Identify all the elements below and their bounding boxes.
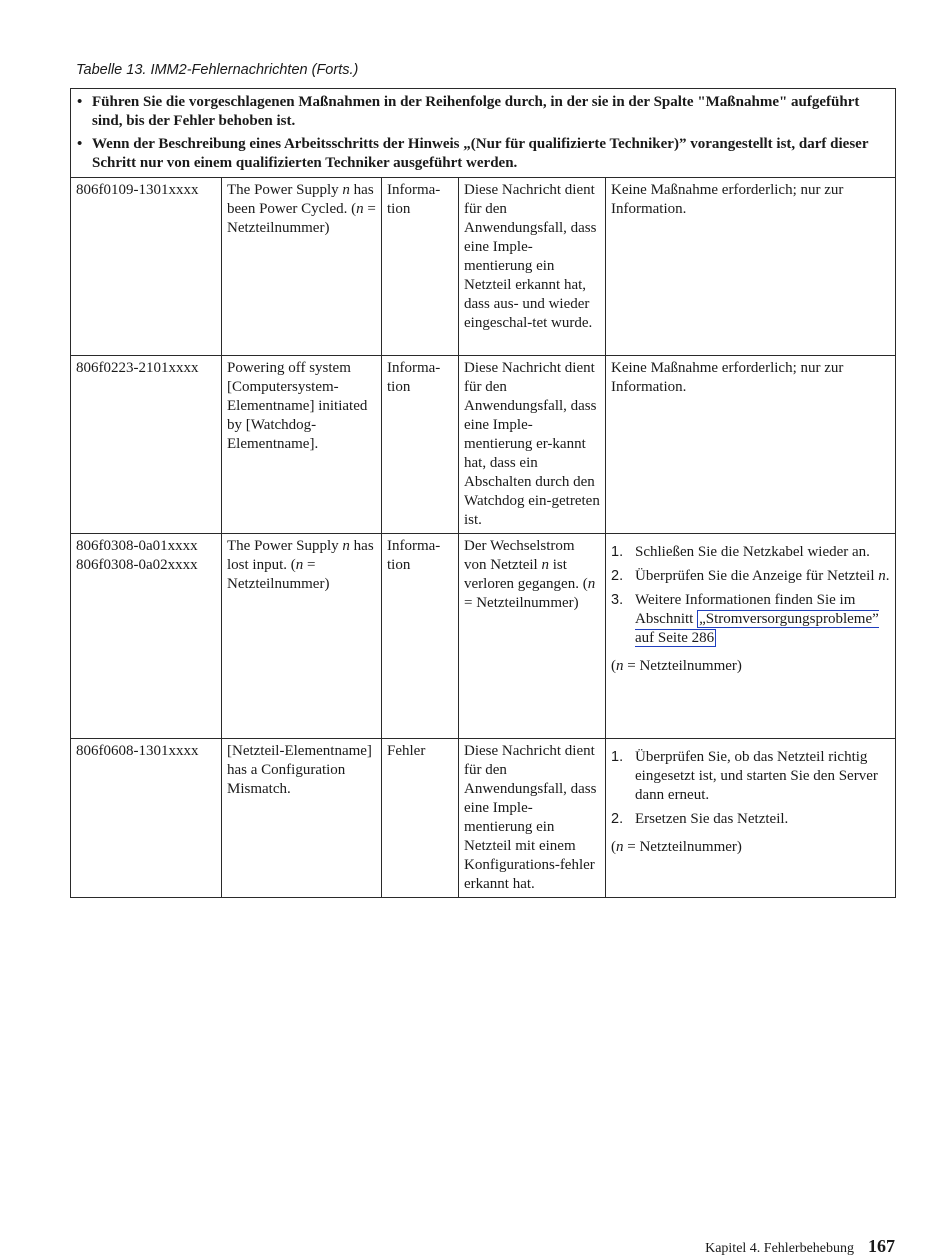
message-text: [Netzteil-Elementname] has a Configuration Mismatch. [222, 739, 382, 898]
severity: Informa- tion [382, 534, 459, 739]
page-footer [705, 1236, 895, 1257]
action-step: 2. Ersetzen Sie das Netzteil. [611, 811, 789, 827]
unit-note: (n = Netzteilnummer) [611, 658, 742, 674]
action-step: 2. Überprüfen Sie die Anzeige für Netzteil n. [611, 568, 890, 584]
description: Diese Nachricht dient für den Anwendungsfall, dass eine Imple-mentierung ein Netzteil erkannt hat, dass aus- und wieder eingeschal-tet wurde. [459, 178, 606, 356]
message-id-line: 806f0308-0a01xxxx [76, 538, 198, 554]
note-item: • Führen Sie die vorgeschlagenen Maßnahmen in der Reihenfolge durch, in der sie in der Spalte "Maßnahme" aufgeführt sind, bis der Fehler behoben ist. [77, 94, 860, 129]
action-steps [611, 748, 890, 829]
table-row [71, 739, 896, 898]
notes-cell [71, 89, 896, 178]
page-number: 167 [868, 1236, 895, 1256]
message-text: Powering off system [Computersystem-Elementname] initiated by [Watchdog-Elementname]. [222, 356, 382, 534]
message-text: The Power Supply n has been Power Cycled. (n = Netzteilnummer) [222, 178, 382, 356]
table-row [71, 534, 896, 739]
table-caption: Tabelle 13. IMM2-Fehlernachrichten (Forts.) [76, 62, 359, 78]
action-step: 1. Schließen Sie die Netzkabel wieder an. [611, 544, 870, 560]
table-row [71, 178, 896, 356]
chapter-title: Kapitel 4. Fehlerbehebung [705, 1241, 854, 1256]
message-id: 806f0223-2101xxxx [71, 356, 222, 534]
message-id [71, 534, 222, 739]
notes-row [71, 89, 896, 178]
description: Der Wechselstrom von Netzteil n ist verloren gegangen. (n = Netzteilnummer) [459, 534, 606, 739]
action-steps [611, 543, 890, 648]
description: Diese Nachricht dient für den Anwendungsfall, dass eine Imple-mentierung ein Netzteil mit einem Konfigurations-fehler erkannt hat. [459, 739, 606, 898]
message-id-line: 806f0308-0a02xxxx [76, 557, 198, 573]
table-row [71, 356, 896, 534]
severity: Fehler [382, 739, 459, 898]
message-id: 806f0109-1301xxxx [71, 178, 222, 356]
description: Diese Nachricht dient für den Anwendungsfall, dass eine Imple-mentierung er-kannt hat, dass ein Abschalten durch den Watchdog ein-getreten ist. [459, 356, 606, 534]
severity: Informa- tion [382, 178, 459, 356]
message-text: The Power Supply n has lost input. (n = Netzteilnummer) [222, 534, 382, 739]
unit-note: (n = Netzteilnummer) [611, 839, 742, 855]
action [606, 534, 896, 739]
message-id: 806f0608-1301xxxx [71, 739, 222, 898]
severity: Informa- tion [382, 356, 459, 534]
action-step: 3. Weitere Informationen finden Sie im Abschnitt „Stromversorgungsprobleme” auf Seite 286 [611, 592, 879, 646]
error-messages-table [70, 88, 896, 898]
note-item: • Wenn der Beschreibung eines Arbeitsschritts der Hinweis „(Nur für qualifizierte Techniker)” vorangestellt ist, darf dieser Schritt nur von einem qualifizierten Techniker ausgeführt werden. [77, 136, 869, 171]
action: Keine Maßnahme erforderlich; nur zur Information. [606, 356, 896, 534]
action-step: 1. Überprüfen Sie, ob das Netzteil richtig eingesetzt ist, und starten Sie den Server dann erneut. [611, 749, 878, 803]
cross-reference-link[interactable]: „Stromversorgungsprobleme” auf Seite 286 [635, 611, 879, 646]
notes-list [74, 93, 887, 173]
action [606, 739, 896, 898]
action: Keine Maßnahme erforderlich; nur zur Information. [606, 178, 896, 356]
